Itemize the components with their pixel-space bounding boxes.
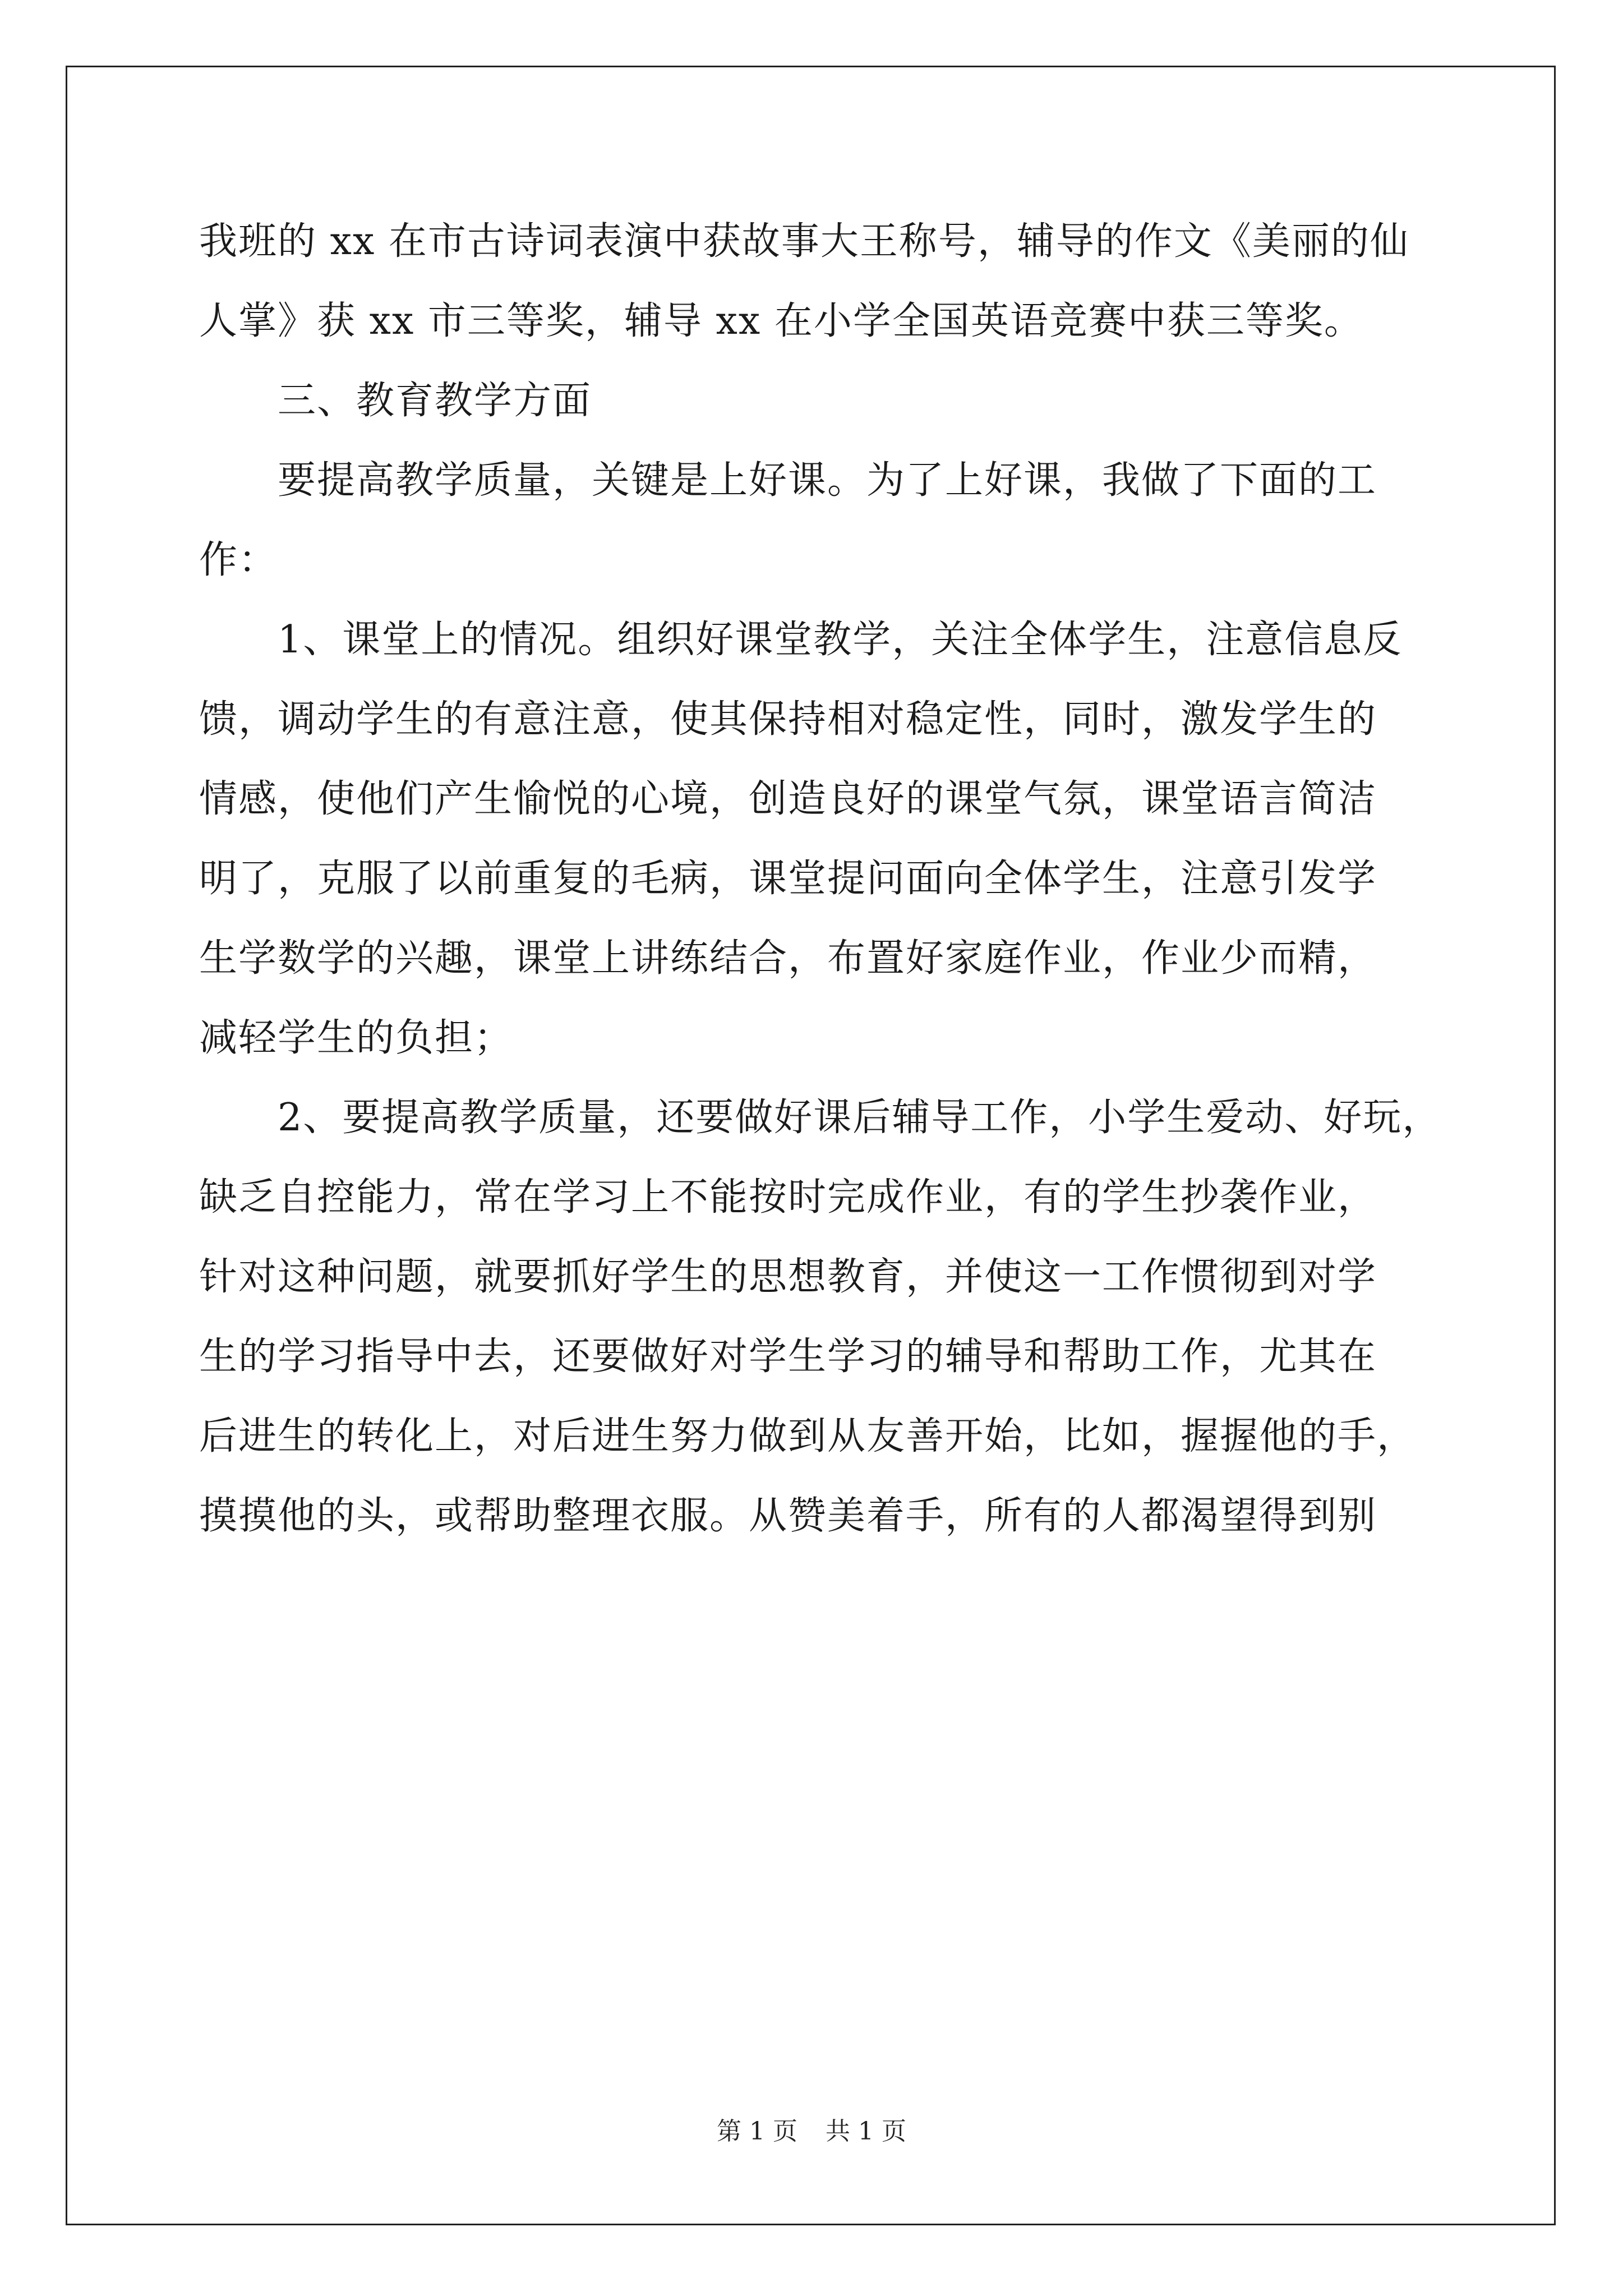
document-body	[199, 202, 1461, 1556]
text-line: 我班的 xx 在市古诗词表演中获故事大王称号，辅导的作文《美丽的仙	[199, 219, 1409, 264]
text-line: 生学数学的兴趣，课堂上讲练结合，布置好家庭作业，作业少而精，	[199, 936, 1377, 981]
text-line: 2、要提高教学质量，还要做好课后辅导工作，小学生爱动、好玩，	[278, 1096, 1442, 1140]
text-line: 减轻学生的负担；	[199, 1016, 514, 1060]
text-line: 明了，克服了以前重复的毛病，课堂提问面向全体学生，注意引发学	[199, 857, 1377, 901]
text-line: 摸摸他的头，或帮助整理衣服。从赞美着手，所有的人都渴望得到别	[199, 1494, 1377, 1538]
text-line: 要提高教学质量，关键是上好课。为了上好课，我做了下面的工	[278, 458, 1377, 503]
text-line: 作：	[199, 538, 278, 582]
text-line: 馈，调动学生的有意注意，使其保持相对稳定性，同时，激发学生的	[199, 697, 1377, 742]
text-line: 针对这种问题，就要抓好学生的思想教育，并使这一工作惯彻到对学	[199, 1255, 1377, 1299]
text-line: 缺乏自控能力，常在学习上不能按时完成作业，有的学生抄袭作业，	[199, 1175, 1377, 1220]
page-number: 第 1 页	[717, 2117, 797, 2146]
text-line: 生的学习指导中去，还要做好对学生学习的辅导和帮助工作，尤其在	[199, 1335, 1377, 1379]
section-heading: 三、教育教学方面	[278, 379, 592, 423]
page-total: 共 1 页	[826, 2117, 906, 2146]
page-footer	[0, 2115, 1623, 2148]
text-line: 后进生的转化上，对后进生努力做到从友善开始，比如，握握他的手，	[199, 1414, 1417, 1458]
text-line: 1、课堂上的情况。组织好课堂教学，关注全体学生，注意信息反	[278, 618, 1403, 662]
text-line: 情感，使他们产生愉悦的心境，创造良好的课堂气氛，课堂语言简洁	[199, 777, 1377, 821]
text-line: 人掌》获 xx 市三等奖，辅导 xx 在小学全国英语竞赛中获三等奖。	[199, 299, 1363, 343]
